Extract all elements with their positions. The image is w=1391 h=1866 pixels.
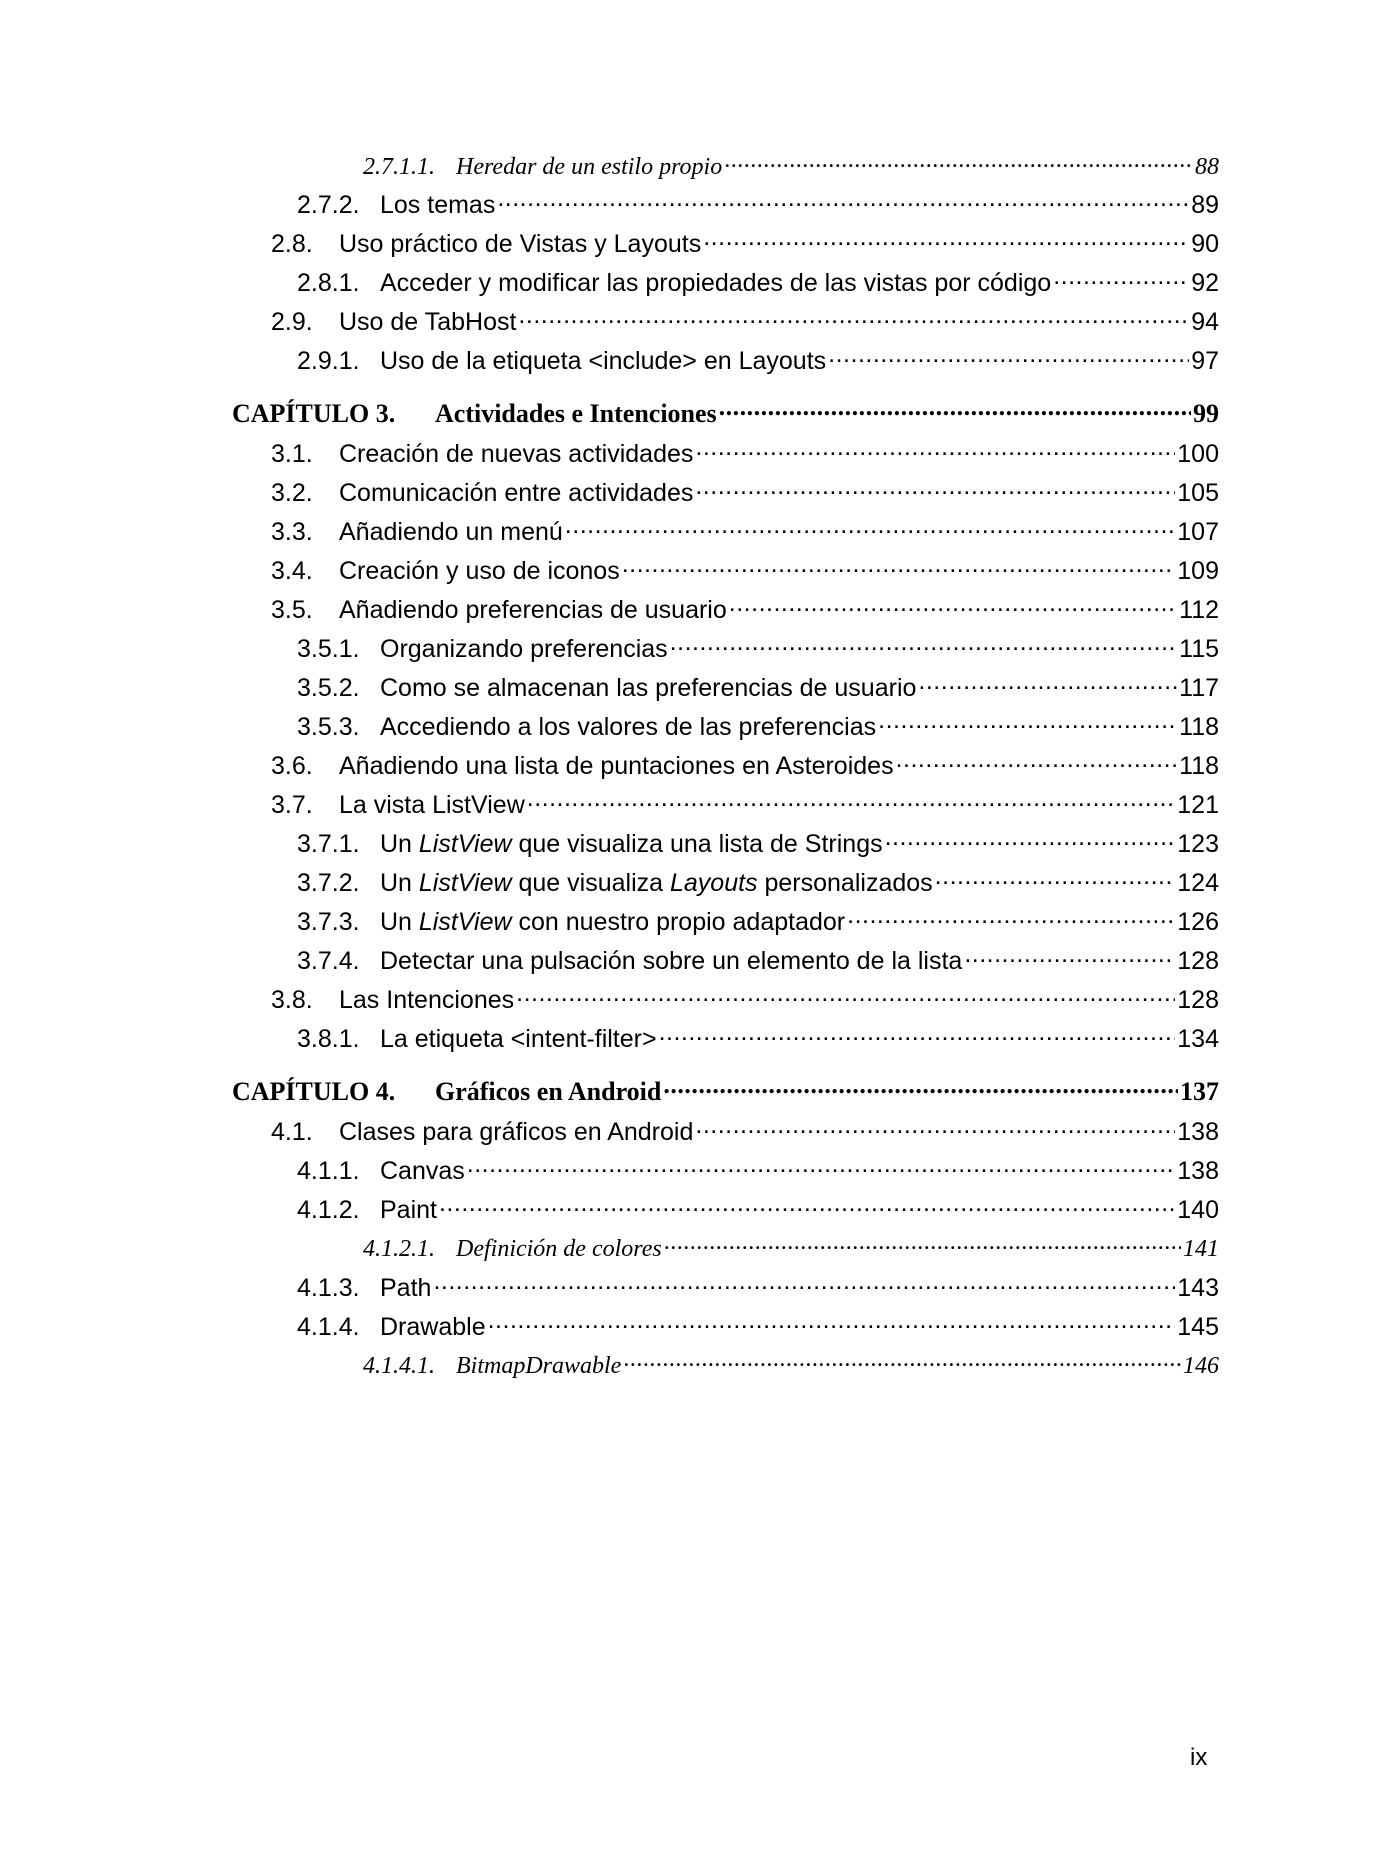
dot-leader: [670, 632, 1177, 657]
toc-entry-page: 105: [1177, 479, 1219, 507]
toc-entry[interactable]: [363, 150, 1219, 190]
toc-entry-title-part: con nuestro propio adaptador: [511, 908, 846, 936]
toc-entry-page: 117: [1179, 674, 1219, 702]
toc-entry-number: 4.1.2.: [297, 1196, 360, 1224]
toc-entry-title: Paint: [380, 1196, 437, 1224]
toc-entry-number: CAPÍTULO 3.: [232, 399, 396, 428]
toc-entry[interactable]: [297, 1271, 1219, 1311]
toc-entry-number: 4.1.3.: [297, 1274, 360, 1302]
page-number: ix: [1190, 1744, 1208, 1771]
dot-leader: [1053, 266, 1189, 291]
dot-leader: [878, 710, 1177, 735]
toc-entry-page: 121: [1177, 791, 1219, 819]
dot-leader: [828, 344, 1189, 369]
toc-entry-number: 2.9.1.: [297, 347, 360, 375]
toc-entry[interactable]: [297, 344, 1219, 384]
toc-entry-title: Heredar de un estilo propio: [456, 154, 723, 180]
toc-entry-number: 3.3.: [271, 518, 313, 546]
toc-entry-title-part: que visualiza: [511, 869, 670, 897]
dot-leader: [663, 1074, 1178, 1100]
toc-entry-page: 138: [1177, 1157, 1219, 1185]
toc-entry-number: 3.5.2.: [297, 674, 360, 702]
toc-entry[interactable]: [297, 944, 1219, 984]
dot-leader: [703, 227, 1189, 252]
toc-entry[interactable]: [271, 593, 1219, 633]
dot-leader: [695, 476, 1175, 501]
toc-entry-page: 97: [1191, 347, 1219, 375]
toc-entry-number: 2.8.: [271, 230, 313, 258]
dot-leader: [847, 905, 1175, 930]
dot-leader: [935, 866, 1176, 891]
toc-entry-title: Añadiendo una lista de puntaciones en Asteroides: [339, 752, 894, 780]
toc-entry-title: Creación de nuevas actividades: [339, 440, 694, 468]
toc-entry-page: 118: [1179, 752, 1219, 780]
dot-leader: [659, 1022, 1176, 1047]
toc-entry[interactable]: [297, 710, 1219, 750]
toc-entry[interactable]: [297, 1310, 1219, 1350]
toc-entry-title: Las Intenciones: [339, 986, 515, 1014]
toc-entry-number: 3.7.2.: [297, 869, 360, 897]
toc-entry-page: 94: [1191, 308, 1219, 336]
dot-leader: [439, 1193, 1175, 1218]
toc-entry[interactable]: [271, 554, 1219, 594]
toc-entry-title-part: Un: [380, 830, 419, 858]
toc-entry-title: Actividades e Intenciones: [435, 399, 717, 428]
toc-entry-title: La etiqueta <intent-filter>: [380, 1025, 657, 1053]
toc-entry[interactable]: [363, 1232, 1219, 1272]
toc-entry-number: 3.7.: [271, 791, 313, 819]
toc-entry-number: 3.7.4.: [297, 947, 360, 975]
dot-leader: [695, 1115, 1175, 1140]
toc-entry-number: 3.4.: [271, 557, 313, 585]
toc-entry-number: 4.1.: [271, 1118, 313, 1146]
toc-entry-number: 3.8.1.: [297, 1025, 360, 1053]
toc-entry[interactable]: [271, 437, 1219, 477]
dot-leader: [964, 944, 1175, 969]
toc-entry-page: 118: [1179, 713, 1219, 741]
toc-entry-number: 2.8.1.: [297, 269, 360, 297]
toc-entry-page: 137: [1180, 1077, 1219, 1106]
toc-entry-title: Canvas: [380, 1157, 465, 1185]
toc-entry-page: 141: [1183, 1236, 1219, 1262]
toc-entry[interactable]: [271, 1115, 1219, 1155]
toc-entry[interactable]: [297, 905, 1219, 945]
dot-leader: [719, 396, 1191, 422]
toc-entry-title: Uso práctico de Vistas y Layouts: [339, 230, 702, 258]
dot-leader: [467, 1154, 1176, 1179]
toc-entry-page: 107: [1177, 518, 1219, 546]
dot-leader: [664, 1232, 1181, 1256]
toc-entry[interactable]: [297, 188, 1219, 228]
toc-entry[interactable]: [232, 396, 1219, 436]
toc-entry[interactable]: [271, 983, 1219, 1023]
toc-entry-title-part: Un: [380, 908, 419, 936]
toc-entry-page: 126: [1177, 908, 1219, 936]
toc-entry-page: 146: [1183, 1353, 1219, 1379]
toc-entry-title: [380, 830, 883, 859]
toc-entry-number: 3.7.3.: [297, 908, 360, 936]
dot-leader: [527, 788, 1176, 813]
toc-entry-title-part: ListView: [418, 869, 512, 897]
toc-entry-page: 112: [1179, 596, 1219, 624]
toc-entry[interactable]: [232, 1074, 1219, 1114]
dot-leader: [885, 827, 1176, 852]
toc-entry[interactable]: [271, 515, 1219, 555]
toc-entry-title-part: ListView: [418, 908, 512, 936]
toc-entry-page: 92: [1191, 269, 1219, 297]
toc-entry-number: CAPÍTULO 4.: [232, 1077, 396, 1106]
dot-leader: [622, 554, 1176, 579]
toc-entry-title: Organizando preferencias: [380, 635, 668, 663]
toc-entry-title: Uso de la etiqueta <include> en Layouts: [380, 347, 827, 375]
toc-entry-title: Uso de TabHost: [339, 308, 517, 336]
toc-entry-page: 140: [1177, 1196, 1219, 1224]
toc-entry-title-part: Un: [380, 869, 419, 897]
toc-entry[interactable]: [297, 671, 1219, 711]
toc-entry[interactable]: [271, 227, 1219, 267]
toc-entry-page: 134: [1177, 1025, 1219, 1053]
toc-entry[interactable]: [271, 476, 1219, 516]
toc-entry-title-part: que visualiza una lista de Strings: [511, 830, 883, 858]
toc-entry-title: Añadiendo un menú: [339, 518, 563, 546]
toc-entry-number: 2.9.: [271, 308, 313, 336]
toc-entry[interactable]: [297, 1022, 1219, 1062]
toc-entry-title: Los temas: [380, 191, 496, 219]
dot-leader: [724, 150, 1193, 174]
toc-entry-page: 145: [1177, 1313, 1219, 1341]
toc-entry-number: 3.5.3.: [297, 713, 360, 741]
dot-leader: [695, 437, 1175, 462]
toc-entry[interactable]: [297, 632, 1219, 672]
toc-entry[interactable]: [297, 1154, 1219, 1194]
toc-entry-page: 124: [1177, 869, 1219, 897]
toc-entry-title: Detectar una pulsación sobre un elemento de la lista: [380, 947, 963, 975]
toc-entry-number: 3.1.: [271, 440, 313, 468]
toc-entry-number: 2.7.1.1.: [363, 154, 435, 180]
toc-entry-number: 3.5.: [271, 596, 313, 624]
toc-entry-number: 4.1.4.1.: [363, 1353, 435, 1379]
dot-leader: [433, 1271, 1175, 1296]
toc-entry-page: 115: [1179, 635, 1219, 663]
toc-entry-title: Drawable: [380, 1313, 486, 1341]
toc-entry-number: 3.5.1.: [297, 635, 360, 663]
toc-entry[interactable]: [271, 305, 1219, 345]
toc-entry-title: Clases para gráficos en Android: [339, 1118, 694, 1146]
toc-entry-title: Definición de colores: [456, 1236, 662, 1262]
toc-entry-title: Gráficos en Android: [435, 1077, 662, 1106]
toc-entry-page: 128: [1177, 947, 1219, 975]
toc-entry[interactable]: [297, 266, 1219, 306]
toc-entry-page: 99: [1193, 399, 1219, 428]
toc-entry-title: Comunicación entre actividades: [339, 479, 694, 507]
toc-entry-title: Añadiendo preferencias de usuario: [339, 596, 727, 624]
dot-leader: [516, 983, 1175, 1008]
toc-entry-title-part: Layouts: [669, 869, 758, 897]
toc-entry-number: 3.8.: [271, 986, 313, 1014]
dot-leader: [729, 593, 1177, 618]
toc-entry-title-part: ListView: [418, 830, 512, 858]
dot-leader: [497, 188, 1189, 213]
toc-entry-number: 3.6.: [271, 752, 313, 780]
toc-entry-title: [380, 908, 845, 937]
toc-entry-page: 100: [1177, 440, 1219, 468]
toc-entry-title: Acceder y modificar las propiedades de las vistas por código: [380, 269, 1052, 297]
toc-entry-title: Accediendo a los valores de las preferencias: [380, 713, 877, 741]
toc-entry-page: 123: [1177, 830, 1219, 858]
toc-entry-number: 2.7.2.: [297, 191, 360, 219]
toc-entry-number: 4.1.4.: [297, 1313, 360, 1341]
toc-entry-title-part: personalizados: [757, 869, 933, 897]
dot-leader: [565, 515, 1175, 540]
toc-entry-title: Como se almacenan las preferencias de usuario: [380, 674, 917, 702]
dot-leader: [488, 1310, 1176, 1335]
toc-entry[interactable]: [271, 749, 1219, 789]
dot-leader: [896, 749, 1178, 774]
toc-entry-number: 4.1.2.1.: [363, 1236, 435, 1262]
toc-entry-page: 89: [1191, 191, 1219, 219]
toc-entry-title: [380, 869, 933, 898]
toc-entry-page: 143: [1177, 1274, 1219, 1302]
dot-leader: [623, 1349, 1181, 1373]
toc-entry-number: 3.2.: [271, 479, 313, 507]
toc-entry[interactable]: [271, 788, 1219, 828]
toc-entry-title: La vista ListView: [339, 791, 525, 819]
toc-entry-page: 128: [1177, 986, 1219, 1014]
toc-entry[interactable]: [363, 1349, 1219, 1389]
toc-entry-page: 138: [1177, 1118, 1219, 1146]
toc-entry-title: Creación y uso de iconos: [339, 557, 620, 585]
toc-entry-title: BitmapDrawable: [456, 1353, 622, 1379]
toc-entry[interactable]: [297, 1193, 1219, 1233]
dot-leader: [918, 671, 1177, 696]
toc-entry-number: 3.7.1.: [297, 830, 360, 858]
toc-entry-number: 4.1.1.: [297, 1157, 360, 1185]
toc-entry[interactable]: [297, 827, 1219, 867]
dot-leader: [518, 305, 1189, 330]
toc-entry-page: 88: [1195, 154, 1219, 180]
toc-entry[interactable]: [297, 866, 1219, 906]
toc-entry-page: 90: [1191, 230, 1219, 258]
toc-entry-title: Path: [380, 1274, 432, 1302]
toc-entry-page: 109: [1177, 557, 1219, 585]
